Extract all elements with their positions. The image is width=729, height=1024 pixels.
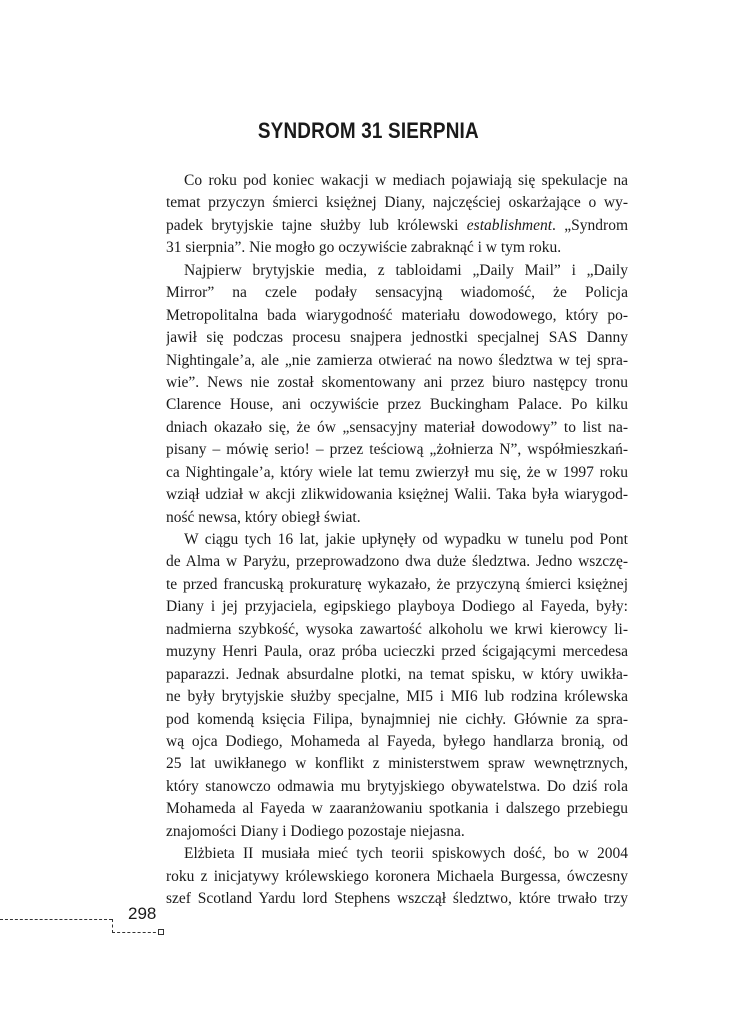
text-line: 31 sierpnia”. Nie mogło go oczywiście zabraknąć i w tym roku. — [166, 239, 562, 257]
text-line: jawił się podczas procesu snajpera jednostki specjalnej SAS Danny — [166, 329, 628, 347]
text-line: ność newsa, który obiegł świat. — [166, 508, 361, 526]
text-line: te przed francuską prokuraturę wykazało, że przyczyną śmierci księżnej — [166, 575, 628, 593]
text-line: wie”. News nie został skomentowany ani przez biuro następcy tronu — [166, 373, 628, 391]
folio-dashed-rule — [0, 919, 112, 920]
paragraph — [166, 843, 628, 910]
text-line: Clarence House, ani oczywiście przez Buckingham Palace. Po kilku — [166, 396, 628, 414]
text-line: Diany i jej przyjaciela, egipskiego playboya Dodiego al Fayeda, były: — [166, 598, 628, 616]
folio — [0, 904, 729, 944]
text-line: roku z inicjatywy królewskiego koronera Michaela Burgessa, ówczesny — [166, 867, 628, 885]
text-line: który stanowczo odmawia mu brytyjskiego obywatelstwa. Do dziś rola — [166, 777, 628, 795]
page-number: 298 — [128, 904, 157, 923]
text-line: muzyny Henri Paula, oraz próba ucieczki przed ścigającymi mercedesa — [166, 643, 628, 661]
text-line: Co roku pod koniec wakacji w mediach pojawiają się spekulacje na — [184, 172, 628, 189]
chapter-title: SYNDROM 31 SIERPNIA — [257, 118, 479, 143]
text-line: pod komendą księcia Filipa, bynajmniej nie cichły. Głównie za spra- — [166, 710, 628, 728]
folio-end-marker — [158, 929, 164, 935]
paragraph — [166, 170, 628, 260]
paragraph — [166, 529, 628, 843]
text-line: paparazzi. Jednak absurdalne plotki, na temat spisku, w który uwikła- — [166, 665, 628, 683]
text-line: pisany – mówię serio! – przez teściową „żołnierza N”, współmieszkań- — [166, 441, 628, 459]
text-line: wą ojca Dodiego, Mohameda al Fayeda, byłego handlarza bronią, od — [166, 732, 628, 750]
paragraph — [166, 260, 628, 529]
text-line: ne były brytyjskie służby specjalne, MI5 i MI6 lub rodzina królewska — [166, 688, 628, 706]
text-line: 25 lat uwikłanego w konflikt z ministerstwem spraw wewnętrznych, — [166, 755, 628, 773]
text-line: dniach okazało się, że ów „sensacyjny materiał dowodowy” to list na- — [166, 418, 628, 436]
text-line: wziął udział w akcji zlikwidowania księżnej Walii. Taka była wiarygod- — [166, 486, 628, 504]
text-line: W ciągu tych 16 lat, jakie upłynęły od wypadku w tunelu pod Pont — [184, 531, 628, 548]
text-line: Mirror” na czele podały sensacyjną wiadomość, że Policja — [166, 284, 628, 302]
text-line: temat przyczyn śmierci księżnej Diany, najczęściej oskarżające o wy- — [166, 194, 628, 212]
text-line: Metropolitalna bada wiarygodność materiału dowodowego, który po- — [166, 306, 628, 324]
text-line: ca Nightingale’a, który wiele lat temu zwierzył mu się, że w 1997 roku — [166, 463, 628, 481]
text-line: Najpierw brytyjskie media, z tabloidami „Daily Mail” i „Daily — [184, 261, 628, 279]
text-line: Nightingale’a, ale „nie zamierza otwierać na nowo śledztwa w tej spra- — [166, 351, 628, 369]
body-text — [166, 170, 628, 910]
text-line: szef Scotland Yardu lord Stephens wszczął śledztwo, które trwało trzy — [166, 890, 628, 907]
text-line: de Alma w Paryżu, przeprowadzono dwa duże śledztwa. Jedno wszczę- — [166, 553, 628, 571]
text-line: nadmierna szybkość, wysoka zawartość alkoholu we krwi kierowcy li- — [166, 620, 628, 638]
text-line: Elżbieta II musiała mieć tych teorii spiskowych dość, bo w 2004 — [184, 845, 628, 863]
text-line: padek brytyjskie tajne służby lub królewski establishment. „Syndrom — [166, 216, 628, 234]
text-line: znajomości Diany i Dodiego pozostaje niejasna. — [166, 822, 465, 840]
text-line: Mohameda al Fayeda w zaaranżowaniu spotkania i dalszego przebiegu — [166, 800, 628, 818]
